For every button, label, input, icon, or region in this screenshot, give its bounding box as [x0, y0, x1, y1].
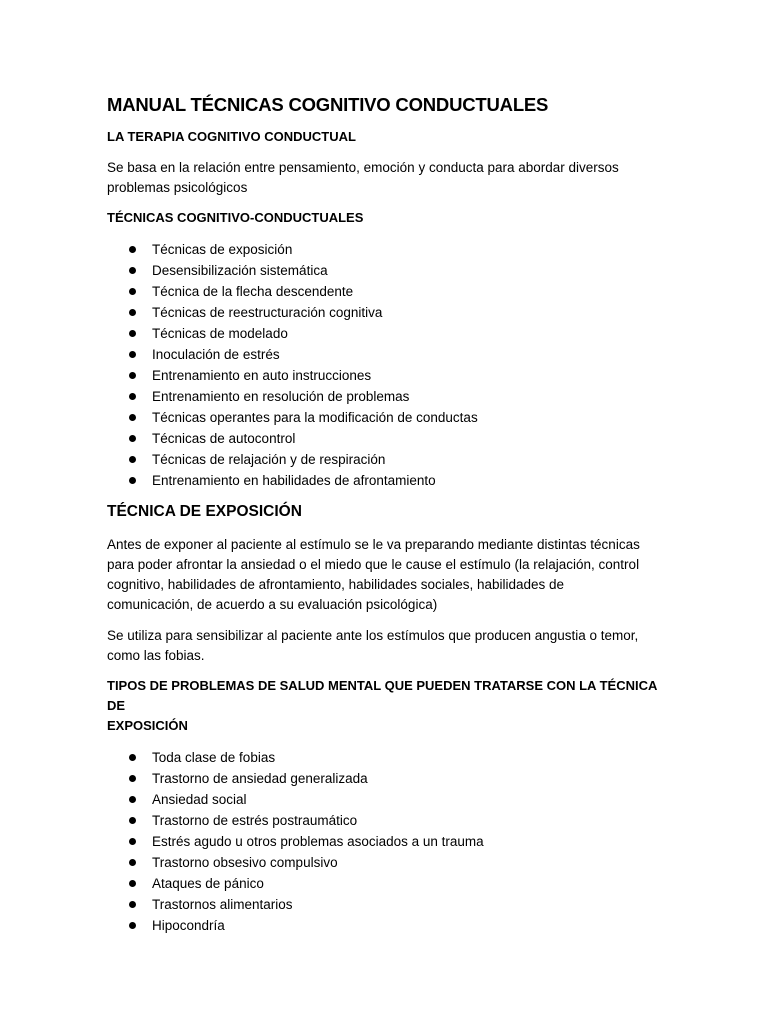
list-item-text: Trastorno obsesivo compulsivo — [152, 855, 338, 870]
list-item-text: Desensibilización sistemática — [152, 263, 328, 278]
list-item-text: Entrenamiento en habilidades de afrontamiento — [152, 473, 436, 488]
bullet-icon — [129, 477, 136, 484]
bullet-icon — [129, 796, 136, 803]
list-item-text: Técnica de la flecha descendente — [152, 284, 354, 299]
list-item — [107, 365, 667, 386]
list-item-text: Entrenamiento en auto instrucciones — [152, 368, 372, 383]
list-item — [107, 260, 667, 281]
bullet-icon — [129, 372, 136, 379]
list-item-text: Técnicas de relajación y de respiración — [152, 452, 386, 467]
bullet-icon — [129, 817, 136, 824]
list-item — [107, 831, 667, 852]
bullet-icon — [129, 456, 136, 463]
bullet-icon — [129, 880, 136, 887]
list-item-text: Hipocondría — [152, 918, 225, 933]
list-item — [107, 344, 667, 365]
document-title: MANUAL TÉCNICAS COGNITIVO CONDUCTUALES — [107, 94, 549, 115]
bullet-icon — [129, 922, 136, 929]
bullet-icon — [129, 267, 136, 274]
bullet-icon — [129, 288, 136, 295]
list-item — [107, 768, 667, 789]
list-item-text: Inoculación de estrés — [152, 347, 280, 362]
paragraph-line: como las fobias. — [107, 648, 205, 663]
list-item — [107, 449, 667, 470]
problemas-list — [107, 747, 667, 936]
list-item — [107, 428, 667, 449]
paragraph-exposicion — [107, 535, 667, 615]
heading-line: EXPOSICIÓN — [107, 718, 188, 733]
bullet-icon — [129, 901, 136, 908]
list-item — [107, 789, 667, 810]
list-item — [107, 873, 667, 894]
list-item — [107, 302, 667, 323]
list-item-text: Estrés agudo u otros problemas asociados a un trauma — [152, 834, 484, 849]
paragraph-line: cognitivo, habilidades de afrontamiento, habilidades sociales, habilidades de — [107, 577, 565, 592]
bullet-icon — [129, 435, 136, 442]
paragraph-line: Antes de exponer al paciente al estímulo se le va preparando mediante distintas técnicas — [107, 537, 640, 552]
list-item — [107, 323, 667, 344]
list-item-text: Técnicas de autocontrol — [152, 431, 296, 446]
list-item — [107, 470, 667, 491]
paragraph-line: problemas psicológicos — [107, 180, 248, 195]
section-heading-exposicion: TÉCNICA DE EXPOSICIÓN — [107, 503, 302, 520]
paragraph-line: Se utiliza para sensibilizar al paciente ante los estímulos que producen angustia o temor, — [107, 628, 639, 643]
list-item-text: Entrenamiento en resolución de problemas — [152, 389, 410, 404]
section-heading-tecnicas: TÉCNICAS COGNITIVO-CONDUCTUALES — [107, 210, 364, 225]
bullet-icon — [129, 393, 136, 400]
list-item — [107, 281, 667, 302]
bullet-icon — [129, 351, 136, 358]
paragraph-line: comunicación, de acuerdo a su evaluación psicológica) — [107, 597, 438, 612]
list-item — [107, 852, 667, 873]
bullet-icon — [129, 859, 136, 866]
list-item — [107, 894, 667, 915]
section-heading-terapia: LA TERAPIA COGNITIVO CONDUCTUAL — [107, 129, 356, 144]
list-item — [107, 407, 667, 428]
list-item — [107, 810, 667, 831]
tecnicas-list — [107, 239, 667, 491]
list-item-text: Trastorno de ansiedad generalizada — [152, 771, 368, 786]
list-item-text: Ansiedad social — [152, 792, 247, 807]
paragraph-line: Se basa en la relación entre pensamiento, emoción y conducta para abordar diversos — [107, 160, 619, 175]
list-item-text: Toda clase de fobias — [152, 750, 276, 765]
heading-line: TIPOS DE PROBLEMAS DE SALUD MENTAL QUE PUEDEN TRATARSE CON LA TÉCNICA DE — [107, 678, 657, 713]
bullet-icon — [129, 414, 136, 421]
list-item-text: Ataques de pánico — [152, 876, 264, 891]
bullet-icon — [129, 330, 136, 337]
paragraph-terapia — [107, 158, 667, 198]
list-item — [107, 386, 667, 407]
bullet-icon — [129, 775, 136, 782]
paragraph-line: para poder afrontar la ansiedad o el miedo que le cause el estímulo (la relajación, control — [107, 557, 640, 572]
list-item-text: Técnicas de exposición — [152, 242, 293, 257]
bullet-icon — [129, 309, 136, 316]
paragraph-sensibilizar — [107, 626, 667, 666]
list-item-text: Trastorno de estrés postraumático — [152, 813, 358, 828]
list-item-text: Técnicas de reestructuración cognitiva — [152, 305, 383, 320]
list-item — [107, 915, 667, 936]
bullet-icon — [129, 754, 136, 761]
list-item — [107, 747, 667, 768]
bullet-icon — [129, 838, 136, 845]
list-item — [107, 239, 667, 260]
bullet-icon — [129, 246, 136, 253]
document-page — [107, 92, 667, 936]
list-item-text: Técnicas de modelado — [152, 326, 288, 341]
section-heading-tipos — [107, 676, 667, 736]
list-item-text: Trastornos alimentarios — [152, 897, 293, 912]
list-item-text: Técnicas operantes para la modificación de conductas — [152, 410, 478, 425]
